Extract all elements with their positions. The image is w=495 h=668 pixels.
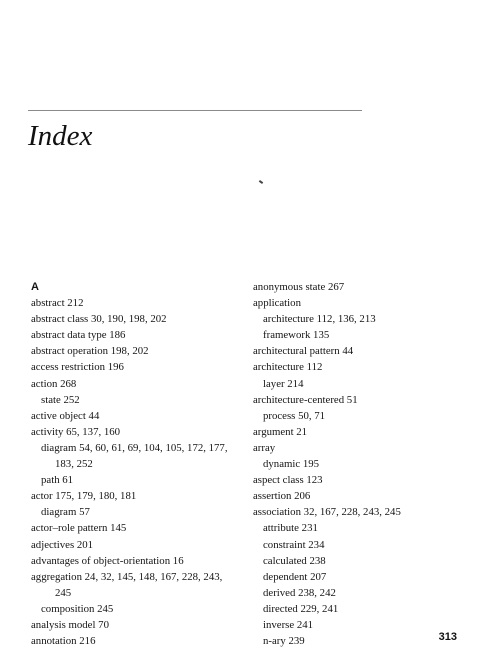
index-entry: application [253, 297, 301, 310]
index-entry: active object 44 [31, 409, 100, 422]
index-subentry: diagram 54, 60, 61, 69, 104, 105, 172, 177, [41, 441, 228, 454]
index-letter-heading: A [31, 281, 39, 293]
index-subentry: calculated 238 [263, 554, 326, 567]
page-title: Index [28, 120, 93, 152]
index-entry: actor 175, 179, 180, 181 [31, 490, 137, 503]
index-subentry: inverse 241 [263, 618, 314, 631]
index-subentry: path 61 [41, 474, 74, 487]
index-entry: action 268 [31, 377, 77, 390]
index-subentry: directed 229, 241 [263, 602, 339, 615]
index-entry: architectural pattern 44 [253, 345, 354, 358]
index-entry: actor–role pattern 145 [31, 522, 127, 535]
index-subentry: constraint 234 [263, 538, 325, 551]
index-entry: architecture-centered 51 [253, 393, 358, 406]
index-subentry: state 252 [41, 393, 80, 406]
index-subentry: diagram 57 [41, 506, 90, 519]
index-entry: anonymous state 267 [253, 281, 345, 293]
index-entry: assertion 206 [253, 490, 311, 503]
index-subentry: composition 245 [41, 602, 114, 615]
index-subentry: dynamic 195 [263, 458, 320, 471]
index-entry: array [253, 441, 276, 454]
index-entry-continuation: 245 [55, 586, 72, 599]
index-subentry: process 50, 71 [263, 409, 326, 422]
index-subentry: framework 135 [263, 329, 330, 342]
index-entry: aggregation 24, 32, 145, 148, 167, 228, 243, [31, 570, 223, 583]
index-subentry: layer 214 [263, 377, 304, 390]
index-column-left [31, 279, 246, 649]
index-subentry: architecture 112, 136, 213 [263, 313, 376, 326]
index-subentry: dependent 207 [263, 570, 327, 583]
index-entry: aspect class 123 [253, 474, 323, 487]
index-subentry: derived 238, 242 [263, 586, 336, 599]
index-subentry: n-ary 239 [263, 635, 305, 648]
index-subentry: attribute 231 [263, 522, 318, 535]
index-entry: abstract operation 198, 202 [31, 345, 149, 358]
index-column-right [253, 279, 468, 649]
index-entry: abstract 212 [31, 297, 84, 310]
index-entry: abstract data type 186 [31, 329, 126, 342]
index-entry: analysis model 70 [31, 618, 109, 631]
index-entry: annotation 216 [31, 635, 96, 648]
index-entry: architecture 112 [253, 361, 323, 374]
index-entry-continuation: 183, 252 [55, 458, 93, 471]
index-entry: abstract class 30, 190, 198, 202 [31, 313, 167, 326]
page-number: 313 [438, 631, 457, 643]
index-entry: advantages of object-orientation 16 [31, 554, 184, 567]
index-entry: activity 65, 137, 160 [31, 425, 121, 438]
index-entry: adjectives 201 [31, 538, 94, 551]
print-speck [259, 180, 263, 184]
index-entry: association 32, 167, 228, 243, 245 [253, 506, 401, 519]
heading-rule [28, 110, 362, 111]
index-entry: access restriction 196 [31, 361, 124, 374]
index-entry: argument 21 [253, 425, 308, 438]
